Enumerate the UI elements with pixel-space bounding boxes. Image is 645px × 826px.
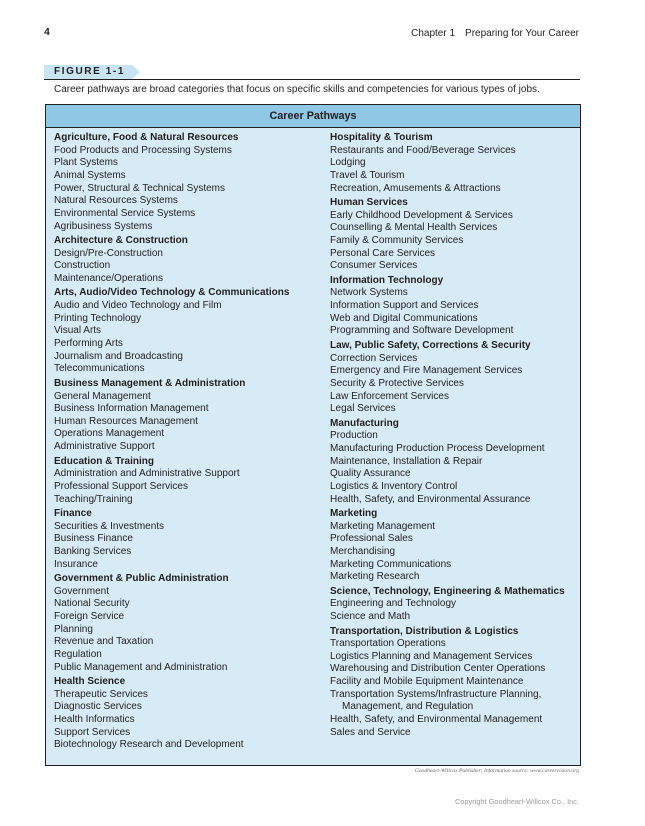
pathway-item: Transportation Systems/Infrastructure Planning,: [330, 688, 542, 700]
pathway-item: Natural Resources Systems: [54, 195, 178, 207]
right-column: [330, 132, 576, 741]
pathway-item: Professional Sales: [330, 533, 413, 545]
pathway-item: Merchandising: [330, 545, 396, 557]
pathway-item: Audio and Video Technology and Film: [54, 300, 222, 312]
pathway-item: Health, Safety, and Environmental Assurance: [330, 493, 531, 505]
cluster-group: [330, 586, 576, 624]
pathway-item: Administrative Support: [54, 441, 155, 453]
pathway-item: Engineering and Technology: [330, 598, 457, 610]
pathway-item: Operations Management: [54, 428, 165, 440]
pathway-item: Logistics Planning and Management Services: [330, 650, 533, 662]
cluster-group: [330, 626, 576, 740]
cluster-group: [330, 132, 576, 195]
cluster-heading: Government & Public Administration: [54, 573, 229, 585]
pathway-item: Public Management and Administration: [54, 661, 228, 673]
cluster-heading: Arts, Audio/Video Technology & Communications: [54, 287, 290, 299]
pathway-item: Construction: [54, 260, 111, 272]
cluster-group: [330, 508, 576, 584]
career-pathways-table: [45, 104, 581, 766]
pathway-item: Personal Care Services: [330, 247, 436, 259]
chapter-number: Chapter 1: [411, 28, 456, 39]
left-column: [54, 132, 316, 754]
figure-label: FIGURE 1-1: [54, 66, 126, 77]
pathway-item: Security & Protective Services: [330, 377, 464, 389]
cluster-group: [330, 275, 576, 338]
cluster-heading: Health Science: [54, 676, 126, 688]
pathway-item: Planning: [54, 623, 93, 635]
cluster-group: [54, 235, 316, 286]
pathway-item: General Management: [54, 390, 151, 402]
pathway-item: National Security: [54, 598, 130, 610]
cluster-group: [330, 340, 576, 416]
pathway-item: Family & Community Services: [330, 235, 464, 247]
cluster-group: [330, 197, 576, 273]
pathway-item: Human Resources Management: [54, 415, 198, 427]
pathway-item: Securities & Investments: [54, 520, 165, 532]
cluster-group: [54, 573, 316, 674]
pathway-item: Restaurants and Food/Beverage Services: [330, 144, 516, 156]
pathway-item: Transportation Operations: [330, 638, 446, 650]
chapter-title: Preparing for Your Career: [465, 28, 579, 39]
pathway-item: Revenue and Taxation: [54, 636, 154, 648]
pathway-item: Quality Assurance: [330, 468, 411, 480]
pathway-item: Consumer Services: [330, 260, 418, 272]
cluster-heading: Finance: [54, 508, 92, 520]
cluster-heading: Hospitality & Tourism: [330, 132, 433, 143]
pathway-item: Programming and Software Development: [330, 325, 514, 337]
cluster-heading: Human Services: [330, 197, 408, 209]
pathway-item: Animal Systems: [54, 169, 126, 181]
cluster-group: [54, 456, 316, 507]
pathway-item: Banking Services: [54, 545, 132, 557]
pathway-item: Journalism and Broadcasting: [54, 350, 183, 362]
pathway-item: Plant Systems: [54, 157, 118, 169]
cluster-heading: Architecture & Construction: [54, 235, 188, 247]
cluster-heading: Marketing: [330, 508, 378, 520]
pathway-item: Web and Digital Communications: [330, 312, 478, 324]
cluster-group: [54, 676, 316, 752]
pathway-item: Network Systems: [330, 287, 408, 299]
figure-caption: Career pathways are broad categories that focus on specific skills and competencies for various types of jobs.: [54, 84, 540, 95]
page-number: 4: [44, 26, 50, 38]
source-note: Goodheart-Willcox Publisher; Information source: www.careervision.org: [414, 768, 579, 774]
pathway-item: Science and Math: [330, 611, 411, 623]
pathway-item: Maintenance/Operations: [54, 273, 163, 285]
pathway-item: Early Childhood Development & Services: [330, 209, 513, 221]
cluster-heading: Education & Training: [54, 455, 155, 467]
pathway-item: Management, and Regulation: [342, 701, 474, 713]
figure-tab-arrow: [132, 65, 140, 79]
pathway-item: Environmental Service Systems: [54, 207, 196, 219]
pathway-item: Health Informatics: [54, 714, 135, 726]
pathway-item: Telecommunications: [54, 363, 145, 375]
pathway-item: Health, Safety, and Environmental Management: [330, 714, 543, 726]
copyright: Copyright Goodheart-Willcox Co., Inc.: [454, 797, 579, 806]
pathway-item: Marketing Management: [330, 520, 436, 532]
cluster-group: [54, 287, 316, 376]
pathway-item: Facility and Mobile Equipment Maintenance: [330, 676, 524, 688]
cluster-group: [54, 378, 316, 454]
pathway-item: Foreign Service: [54, 611, 125, 623]
pathway-item: Emergency and Fire Management Services: [330, 365, 523, 377]
pathway-item: Recreation, Amusements & Attractions: [330, 182, 501, 194]
cluster-heading: Science, Technology, Engineering & Mathematics: [330, 585, 565, 597]
pathway-item: Logistics & Inventory Control: [330, 480, 458, 492]
pathway-item: Information Support and Services: [330, 300, 479, 312]
pathway-item: Lodging: [330, 157, 366, 169]
cluster-heading: Business Management & Administration: [54, 377, 246, 389]
pathway-item: Marketing Research: [330, 571, 420, 583]
figure-rule: [44, 79, 580, 80]
pathway-item: Production: [330, 430, 378, 442]
cluster-group: [54, 508, 316, 571]
running-head: [411, 28, 579, 39]
pathway-item: Sales and Service: [330, 726, 411, 738]
pathway-item: Government: [54, 585, 110, 597]
pathway-item: Design/Pre-Construction: [54, 247, 163, 259]
pathway-item: Business Information Management: [54, 403, 209, 415]
pathway-item: Counselling & Mental Health Services: [330, 222, 498, 234]
pathway-item: Performing Arts: [54, 338, 123, 350]
pathway-item: Business Finance: [54, 533, 133, 545]
cluster-heading: Law, Public Safety, Corrections & Security: [330, 339, 531, 351]
cluster-group: [54, 132, 316, 233]
pathway-item: Therapeutic Services: [54, 688, 148, 700]
pathway-item: Marketing Communications: [330, 558, 452, 570]
cluster-heading: Agriculture, Food & Natural Resources: [54, 132, 239, 143]
pathway-item: Teaching/Training: [54, 493, 133, 505]
pathway-item: Support Services: [54, 726, 131, 738]
pathway-item: Maintenance, Installation & Repair: [330, 455, 483, 467]
table-title: Career Pathways: [46, 105, 580, 128]
pathway-item: Food Products and Processing Systems: [54, 144, 232, 156]
pathway-item: Law Enforcement Services: [330, 390, 449, 402]
pathway-item: Visual Arts: [54, 325, 102, 337]
cluster-heading: Manufacturing: [330, 417, 399, 429]
pathway-item: Professional Support Services: [54, 480, 188, 492]
pathway-item: Printing Technology: [54, 312, 142, 324]
pathway-item: Warehousing and Distribution Center Operations: [330, 663, 546, 675]
pathway-item: Correction Services: [330, 352, 418, 364]
pathway-item: Regulation: [54, 649, 102, 661]
pathway-item: Biotechnology Research and Development: [54, 739, 244, 751]
pathway-item: Administration and Administrative Support: [54, 468, 240, 480]
cluster-heading: Transportation, Distribution & Logistics: [330, 625, 519, 637]
pathway-item: Manufacturing Production Process Development: [330, 442, 545, 454]
pathway-item: Insurance: [54, 558, 98, 570]
cluster-group: [330, 418, 576, 507]
pathway-item: Diagnostic Services: [54, 701, 142, 713]
pathway-item: Power, Structural & Technical Systems: [54, 182, 225, 194]
pathway-item: Travel & Tourism: [330, 169, 405, 181]
pathway-item: Legal Services: [330, 403, 396, 415]
cluster-heading: Information Technology: [330, 274, 444, 286]
pathway-item: Agribusiness Systems: [54, 220, 153, 232]
